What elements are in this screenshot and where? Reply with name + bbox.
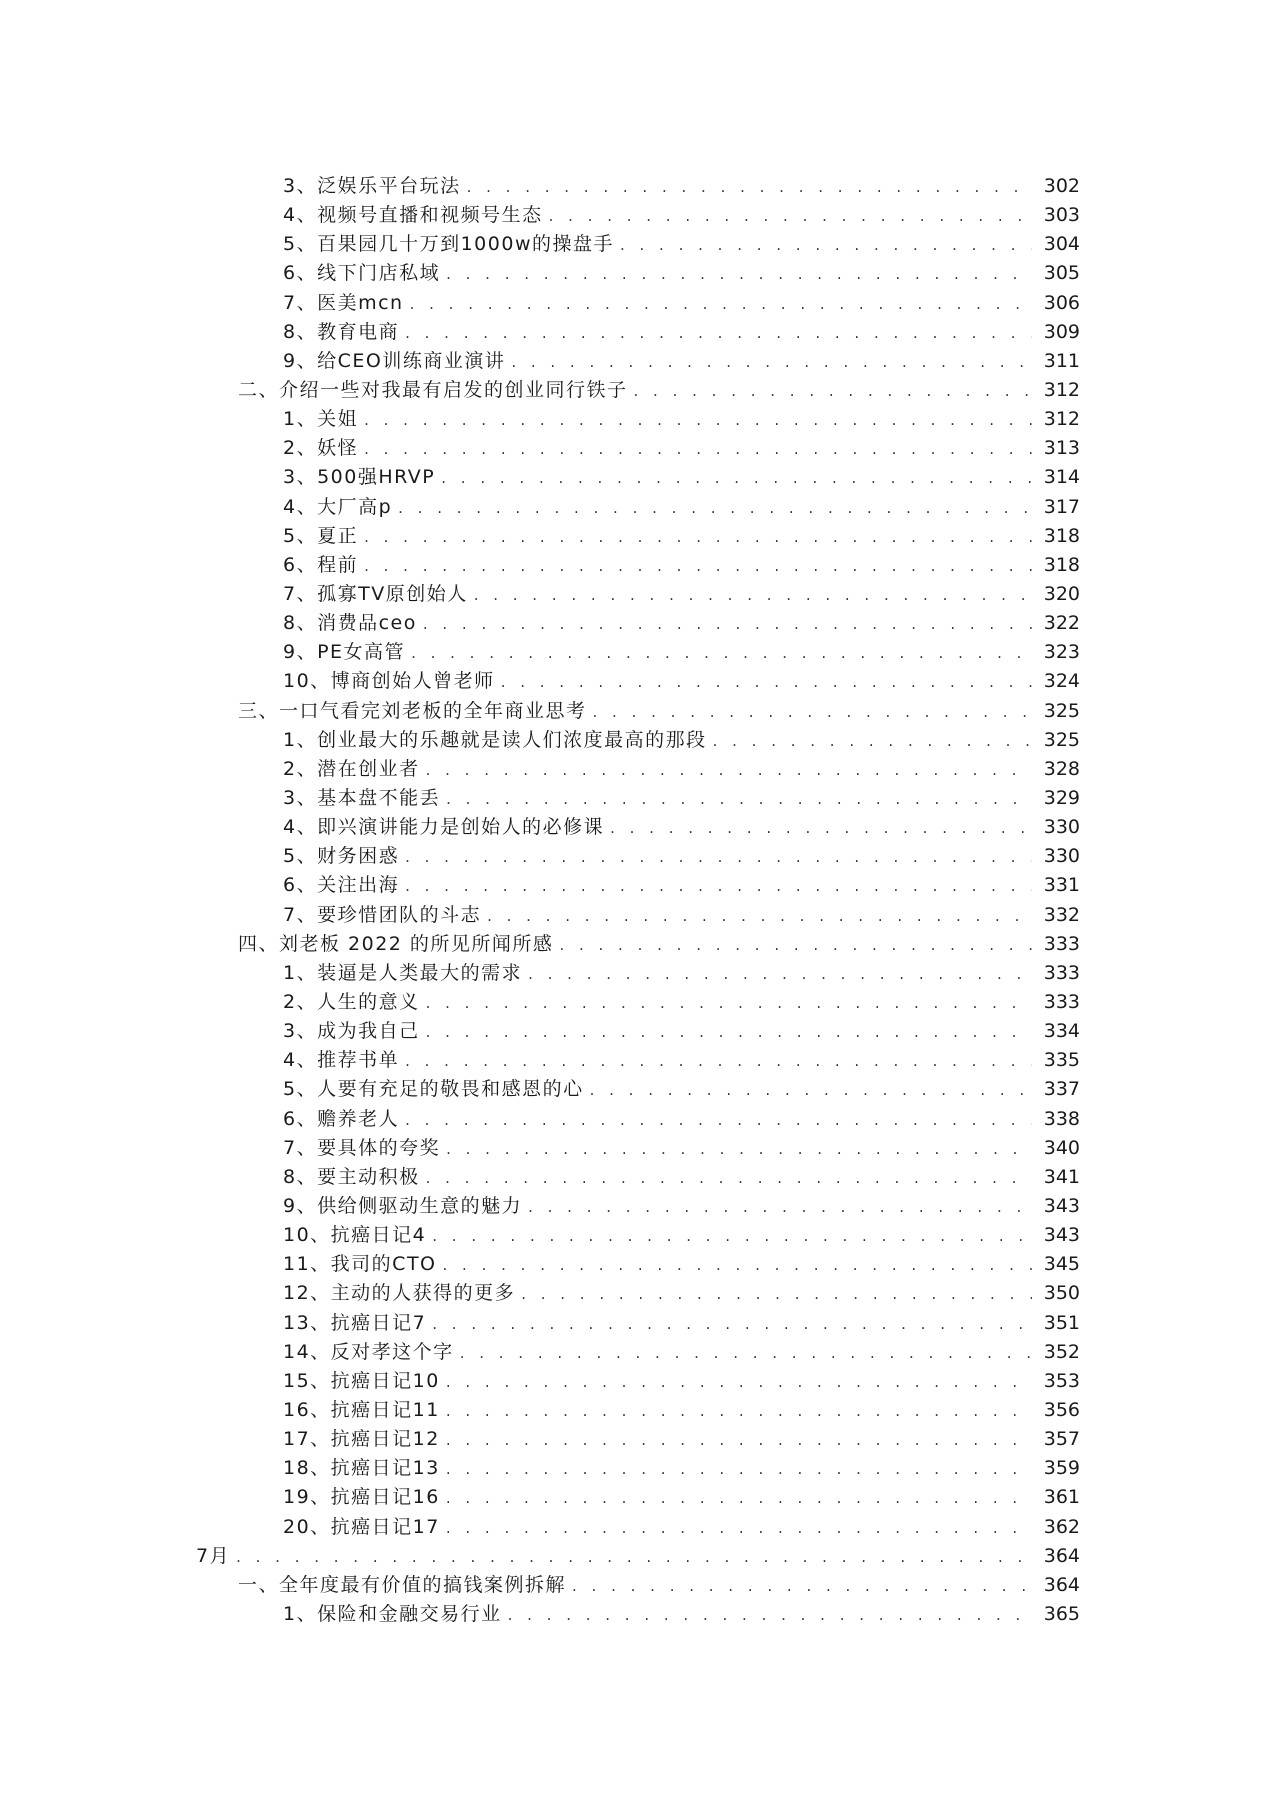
dot-leader [236, 1542, 1032, 1571]
toc-entry[interactable] [0, 230, 1273, 259]
toc-entry-page-number: 350 [1043, 1282, 1080, 1305]
toc-entry-page-number: 334 [1043, 1020, 1080, 1043]
toc-entry-page-number: 330 [1043, 816, 1080, 839]
toc-entry-title: 4、大厂高p [283, 495, 393, 518]
toc-entry[interactable] [0, 930, 1273, 959]
toc-entry[interactable] [0, 1367, 1273, 1396]
toc-entry[interactable] [0, 726, 1273, 755]
toc-entry-page-number: 341 [1043, 1165, 1080, 1188]
toc-entry-page-number: 322 [1043, 612, 1080, 635]
toc-entry[interactable] [0, 1600, 1273, 1629]
dot-leader [590, 1075, 1032, 1104]
toc-entry-page-number: 359 [1043, 1457, 1080, 1480]
toc-entry[interactable] [0, 638, 1273, 667]
toc-entry[interactable] [0, 1396, 1273, 1425]
toc-entry-page-number: 317 [1043, 495, 1080, 518]
toc-entry-page-number: 305 [1043, 262, 1080, 285]
toc-entry-page-number: 340 [1043, 1136, 1080, 1159]
toc-entry-title: 三、一口气看完刘老板的全年商业思考 [238, 699, 587, 722]
toc-entry-page-number: 329 [1043, 787, 1080, 810]
toc-entry[interactable] [0, 289, 1273, 318]
table-of-contents [0, 172, 1273, 1629]
toc-entry-title: 19、抗癌日记16 [283, 1486, 440, 1509]
toc-entry-page-number: 313 [1043, 437, 1080, 460]
toc-entry-title: 7、要具体的夸奖 [283, 1136, 441, 1159]
dot-leader [426, 755, 1032, 784]
toc-entry-title: 5、财务困惑 [283, 845, 400, 868]
dot-leader [620, 230, 1032, 259]
toc-entry[interactable] [0, 318, 1273, 347]
toc-entry[interactable] [0, 347, 1273, 376]
toc-entry[interactable] [0, 1279, 1273, 1308]
dot-leader [405, 318, 1032, 347]
dot-leader [446, 1483, 1032, 1512]
dot-leader [426, 988, 1032, 1017]
dot-leader [432, 1309, 1032, 1338]
toc-entry-title: 5、夏正 [283, 524, 359, 547]
toc-entry-title: 四、刘老板 2022 的所见所闻所感 [238, 932, 554, 955]
toc-entry-title: 二、介绍一些对我最有启发的创业同行铁子 [238, 379, 628, 402]
dot-leader [446, 1134, 1032, 1163]
dot-leader [446, 1367, 1032, 1396]
toc-entry[interactable] [0, 1338, 1273, 1367]
toc-entry-page-number: 356 [1043, 1398, 1080, 1421]
toc-entry-page-number: 351 [1043, 1311, 1080, 1334]
toc-entry-page-number: 328 [1043, 757, 1080, 780]
toc-entry-page-number: 333 [1043, 932, 1080, 955]
toc-entry-page-number: 353 [1043, 1369, 1080, 1392]
dot-leader [398, 493, 1032, 522]
dot-leader [405, 1046, 1032, 1075]
toc-entry-page-number: 345 [1043, 1253, 1080, 1276]
toc-entry-title: 4、推荐书单 [283, 1049, 400, 1072]
toc-entry-page-number: 333 [1043, 991, 1080, 1013]
toc-entry-page-number: 335 [1043, 1049, 1080, 1072]
toc-entry[interactable] [0, 493, 1273, 522]
toc-entry-title: 一、全年度最有价值的搞钱案例拆解 [238, 1573, 567, 1596]
toc-entry-title: 6、线下门店私域 [283, 262, 441, 285]
toc-entry[interactable] [0, 1017, 1273, 1046]
dot-leader [549, 201, 1032, 230]
toc-entry-page-number: 343 [1043, 1194, 1080, 1217]
toc-entry[interactable] [0, 551, 1273, 580]
toc-entry[interactable] [0, 1483, 1273, 1512]
toc-entry-title: 3、基本盘不能丢 [283, 787, 441, 810]
toc-entry-title: 2、妖怪 [283, 437, 359, 460]
toc-entry[interactable] [0, 376, 1273, 405]
toc-entry[interactable] [0, 901, 1273, 930]
toc-entry[interactable] [0, 1542, 1273, 1571]
dot-leader [405, 871, 1032, 900]
toc-entry[interactable] [0, 988, 1273, 1017]
toc-entry-title: 2、潜在创业者 [283, 757, 420, 780]
toc-entry-title: 12、主动的人获得的更多 [283, 1282, 516, 1305]
toc-entry-page-number: 331 [1043, 874, 1080, 897]
dot-leader [446, 1513, 1032, 1542]
dot-leader [593, 697, 1032, 726]
toc-entry[interactable] [0, 1221, 1273, 1250]
toc-entry[interactable] [0, 1105, 1273, 1134]
toc-entry[interactable] [0, 667, 1273, 696]
toc-entry-page-number: 311 [1043, 349, 1080, 372]
toc-entry-title: 7、孤寡TV原创始人 [283, 583, 468, 606]
toc-entry[interactable] [0, 1163, 1273, 1192]
toc-entry-title: 5、百果园几十万到1000w的操盘手 [283, 233, 614, 256]
toc-entry-page-number: 324 [1043, 670, 1080, 693]
toc-entry-page-number: 309 [1043, 320, 1080, 343]
toc-entry[interactable] [0, 434, 1273, 463]
toc-entry-page-number: 302 [1043, 175, 1080, 198]
toc-entry-title: 7、要珍惜团队的斗志 [283, 903, 482, 926]
toc-entry-page-number: 364 [1043, 1573, 1080, 1596]
toc-entry-page-number: 312 [1043, 379, 1080, 402]
toc-entry-title: 13、抗癌日记7 [283, 1311, 427, 1334]
toc-entry-title: 10、抗癌日记4 [283, 1224, 427, 1247]
toc-entry[interactable] [0, 1046, 1273, 1075]
dot-leader [572, 1571, 1032, 1600]
dot-leader [610, 813, 1032, 842]
toc-entry-title: 18、抗癌日记13 [283, 1457, 440, 1480]
toc-entry-title: 5、人要有充足的敬畏和感恩的心 [283, 1078, 584, 1101]
dot-leader [559, 930, 1032, 959]
dot-leader [443, 1250, 1032, 1279]
toc-entry-page-number: 323 [1043, 641, 1080, 664]
toc-entry-page-number: 338 [1043, 1107, 1080, 1130]
dot-leader [432, 1221, 1032, 1250]
toc-entry-title: 7月 [196, 1544, 231, 1567]
toc-entry-page-number: 312 [1043, 408, 1080, 431]
toc-entry-title: 6、程前 [283, 553, 359, 576]
dot-leader [713, 726, 1032, 755]
dot-leader [364, 434, 1032, 463]
dot-leader [446, 1396, 1032, 1425]
dot-leader [446, 259, 1032, 288]
toc-entry[interactable] [0, 1425, 1273, 1454]
toc-entry-title: 16、抗癌日记11 [283, 1398, 440, 1421]
toc-entry[interactable] [0, 609, 1273, 638]
toc-entry-page-number: 343 [1043, 1224, 1080, 1247]
toc-entry-title: 9、给CEO训练商业演讲 [283, 349, 506, 372]
toc-entry-title: 9、PE女高管 [283, 641, 406, 664]
toc-entry-page-number: 306 [1043, 291, 1080, 314]
toc-entry-page-number: 361 [1043, 1486, 1080, 1509]
toc-entry-page-number: 332 [1043, 903, 1080, 926]
toc-entry-title: 11、我司的CTO [283, 1253, 437, 1276]
toc-entry[interactable] [0, 201, 1273, 230]
toc-entry-title: 1、保险和金融交易行业 [283, 1602, 502, 1625]
dot-leader [405, 842, 1032, 871]
dot-leader [634, 376, 1032, 405]
toc-entry-page-number: 362 [1043, 1515, 1080, 1538]
toc-entry[interactable] [0, 1250, 1273, 1279]
toc-entry[interactable] [0, 1454, 1273, 1483]
toc-entry-title: 10、博商创始人曾老师 [283, 670, 495, 693]
toc-entry[interactable] [0, 463, 1273, 492]
toc-entry-title: 2、人生的意义 [283, 991, 420, 1013]
toc-entry[interactable] [0, 697, 1273, 726]
dot-leader [511, 347, 1032, 376]
dot-leader [410, 289, 1032, 318]
toc-entry-title: 1、装逼是人类最大的需求 [283, 961, 523, 984]
toc-entry[interactable] [0, 1192, 1273, 1221]
dot-leader [364, 522, 1032, 551]
dot-leader [501, 667, 1032, 696]
toc-entry-title: 7、医美mcn [283, 291, 404, 314]
toc-entry-title: 1、创业最大的乐趣就是读人们浓度最高的那段 [283, 728, 707, 751]
toc-entry[interactable] [0, 259, 1273, 288]
toc-entry-title: 4、即兴演讲能力是创始人的必修课 [283, 816, 605, 839]
toc-entry-title: 1、关姐 [283, 408, 359, 431]
dot-leader [411, 638, 1032, 667]
dot-leader [446, 784, 1032, 813]
dot-leader [441, 463, 1032, 492]
dot-leader [508, 1600, 1032, 1629]
toc-entry-title: 15、抗癌日记10 [283, 1369, 440, 1392]
toc-entry-page-number: 364 [1043, 1544, 1080, 1567]
toc-entry-page-number: 318 [1043, 524, 1080, 547]
toc-entry-title: 3、成为我自己 [283, 1020, 420, 1043]
toc-entry[interactable] [0, 1571, 1273, 1600]
toc-entry[interactable] [0, 405, 1273, 434]
toc-entry[interactable] [0, 813, 1273, 842]
toc-entry-title: 3、500强HRVP [283, 466, 436, 489]
dot-leader [364, 551, 1032, 580]
toc-entry-title: 4、视频号直播和视频号生态 [283, 204, 543, 227]
toc-entry-page-number: 357 [1043, 1428, 1080, 1451]
toc-entry-title: 8、教育电商 [283, 320, 400, 343]
toc-entry[interactable] [0, 1134, 1273, 1163]
toc-entry-title: 20、抗癌日记17 [283, 1515, 440, 1538]
dot-leader [528, 1192, 1032, 1221]
dot-leader [460, 1338, 1032, 1367]
toc-entry-title: 6、关注出海 [283, 874, 400, 897]
toc-entry-page-number: 320 [1043, 583, 1080, 606]
toc-entry[interactable] [0, 580, 1273, 609]
toc-entry[interactable] [0, 842, 1273, 871]
dot-leader [426, 1163, 1032, 1192]
toc-entry-page-number: 365 [1043, 1602, 1080, 1625]
toc-entry-page-number: 304 [1043, 233, 1080, 256]
toc-entry-title: 9、供给侧驱动生意的魅力 [283, 1194, 523, 1217]
dot-leader [405, 1105, 1032, 1134]
toc-entry[interactable] [0, 959, 1273, 988]
toc-entry[interactable] [0, 1308, 1273, 1337]
dot-leader [528, 959, 1032, 988]
toc-entry-title: 6、赡养老人 [283, 1107, 400, 1130]
toc-entry-title: 8、要主动积极 [283, 1165, 420, 1188]
toc-entry[interactable] [0, 755, 1273, 784]
toc-entry-page-number: 333 [1043, 961, 1080, 984]
dot-leader [446, 1454, 1032, 1483]
toc-entry-page-number: 330 [1043, 845, 1080, 868]
dot-leader [474, 580, 1032, 609]
toc-entry-page-number: 325 [1043, 699, 1080, 722]
toc-entry-page-number: 352 [1043, 1340, 1080, 1363]
dot-leader [521, 1279, 1032, 1308]
toc-entry[interactable] [0, 784, 1273, 813]
toc-entry-page-number: 314 [1043, 466, 1080, 489]
toc-entry[interactable] [0, 871, 1273, 900]
toc-entry[interactable] [0, 1512, 1273, 1541]
toc-entry[interactable] [0, 172, 1273, 201]
dot-leader [446, 1425, 1032, 1454]
toc-entry-page-number: 337 [1043, 1078, 1080, 1101]
toc-entry-page-number: 318 [1043, 553, 1080, 576]
toc-entry-page-number: 303 [1043, 204, 1080, 227]
toc-entry[interactable] [0, 522, 1273, 551]
toc-entry-title: 17、抗癌日记12 [283, 1428, 440, 1451]
dot-leader [487, 901, 1032, 930]
dot-leader [467, 172, 1032, 201]
toc-entry-page-number: 325 [1043, 728, 1080, 751]
dot-leader [423, 609, 1032, 638]
toc-entry-title: 3、泛娱乐平台玩法 [283, 175, 461, 198]
toc-entry-title: 8、消费品ceo [283, 612, 417, 635]
dot-leader [364, 405, 1032, 434]
dot-leader [426, 1017, 1032, 1046]
toc-entry-title: 14、反对孝这个字 [283, 1340, 454, 1363]
toc-entry[interactable] [0, 1075, 1273, 1104]
